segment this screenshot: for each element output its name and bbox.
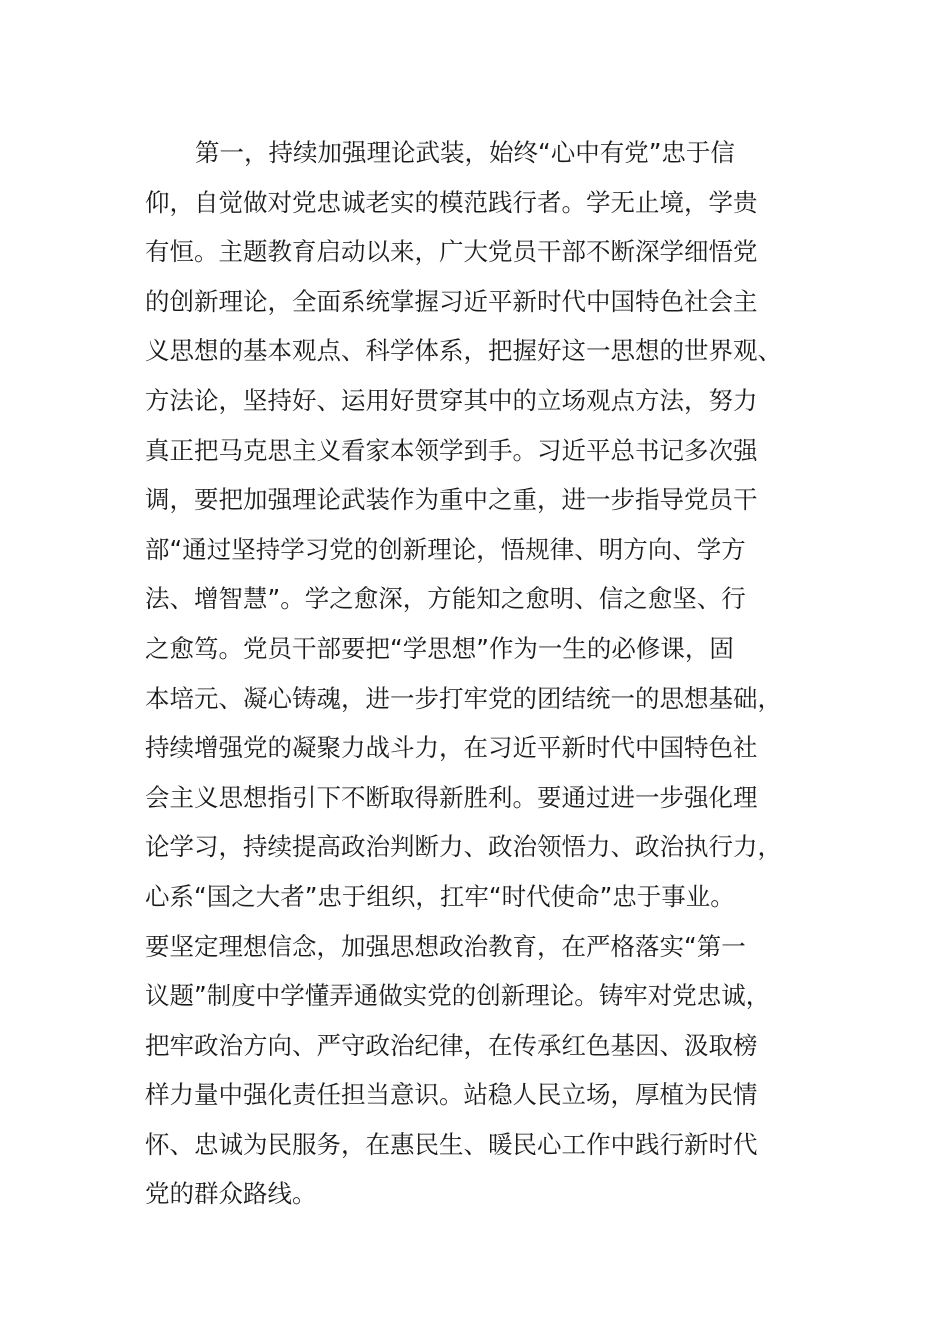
body-paragraph (145, 128, 810, 1219)
paragraph-line: 心系“国之大者”忠于组织，扛牢“时代使命”忠于事业。 (145, 881, 735, 911)
paragraph-line: 要坚定理想信念，加强思想政治教育，在严格落实“第一 (145, 931, 746, 961)
paragraph-line: 党的群众路线。 (145, 1179, 317, 1209)
paragraph-line: 论学习，持续提高政治判断力、政治领悟力、政治执行力， (145, 832, 782, 862)
paragraph-line: 方法论，坚持好、运用好贯穿其中的立场观点方法，努力 (145, 385, 758, 415)
paragraph-line: 有恒。主题教育启动以来，广大党员干部不断深学细悟党 (145, 237, 758, 267)
paragraph-line: 持续增强党的凝聚力战斗力，在习近平新时代中国特色社 (145, 733, 758, 763)
paragraph-line: 把牢政治方向、严守政治纪律，在传承红色基因、汲取榜 (145, 1030, 758, 1060)
paragraph-line: 法、增智慧”。学之愈深，方能知之愈明、信之愈坚、行 (145, 584, 746, 614)
paragraph-line: 之愈笃。党员干部要把“学思想”作为一生的必修课，固 (145, 633, 734, 663)
paragraph-line: 第一，持续加强理论武装，始终“心中有党”忠于信 (195, 138, 735, 167)
paragraph-line: 部“通过坚持学习党的创新理论，悟规律、明方向、学方 (145, 534, 746, 564)
paragraph-line: 真正把马克思主义看家本领学到手。习近平总书记多次强 (145, 435, 758, 465)
paragraph-line: 议题”制度中学懂弄通做实党的创新理论。铸牢对党忠诚， (145, 981, 771, 1011)
paragraph-line: 调，要把加强理论武装作为重中之重，进一步指导党员干 (145, 485, 758, 515)
paragraph-line: 义思想的基本观点、科学体系，把握好这一思想的世界观、 (145, 336, 782, 366)
paragraph-line: 本培元、凝心铸魂，进一步打牢党的团结统一的思想基础， (145, 683, 782, 713)
paragraph-line: 会主义思想指引下不断取得新胜利。要通过进一步强化理 (145, 782, 758, 812)
paragraph-line: 样力量中强化责任担当意识。站稳人民立场，厚植为民情 (145, 1080, 758, 1110)
paragraph-line: 仰，自觉做对党忠诚老实的模范践行者。学无止境，学贵 (145, 187, 758, 217)
paragraph-line: 怀、忠诚为民服务，在惠民生、暖民心工作中践行新时代 (145, 1129, 758, 1159)
paragraph-line: 的创新理论，全面系统掌握习近平新时代中国特色社会主 (145, 286, 758, 316)
